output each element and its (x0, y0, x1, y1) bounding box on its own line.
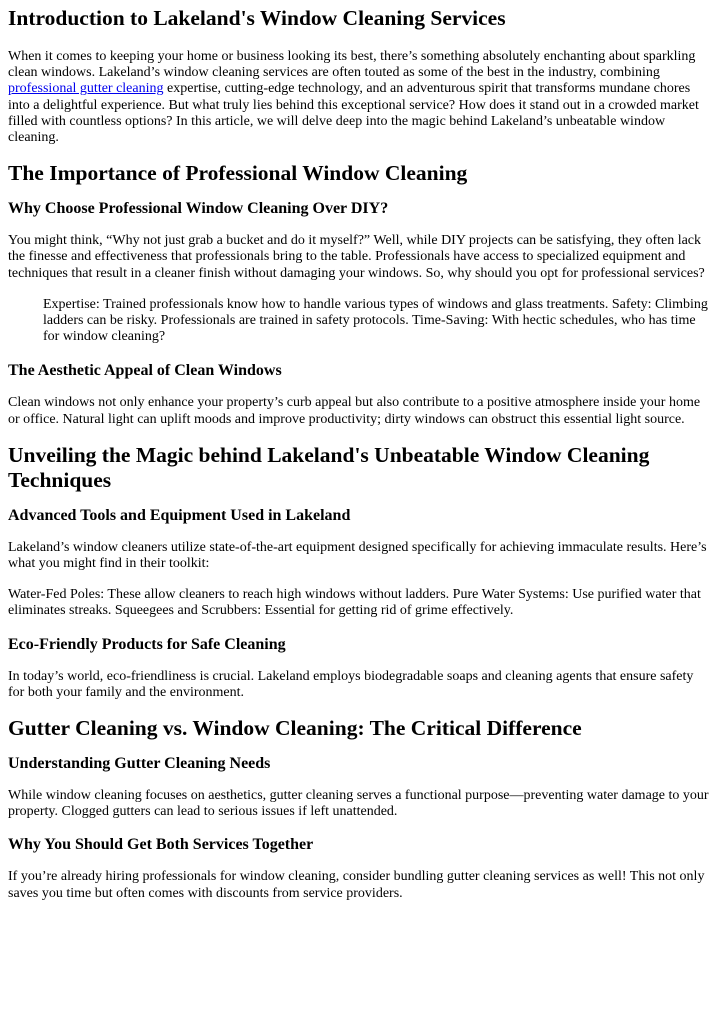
importance-heading: The Importance of Professional Window Cleaning (8, 161, 468, 186)
aesthetic-heading: The Aesthetic Appeal of Clean Windows (8, 362, 282, 380)
both-services-heading: Why You Should Get Both Services Together (8, 836, 314, 854)
intro-heading: Introduction to Lakeland's Window Cleaning Services (8, 6, 506, 30)
benefits-quote: Expertise: Trained professionals know how to handle various types of windows and glass treatments. Safety: Climbing ladders can be risky. Professionals are trained in safety protocols. Time-Saving: With hectic schedules, who has time for window cleaning? (43, 296, 708, 345)
gutter-needs-paragraph: While window cleaning focuses on aesthetics, gutter cleaning serves a functional purpose—preventing water damage to your property. Clogged gutters can lead to serious issues if left unattended. (8, 788, 709, 820)
gutter-cleaning-link[interactable]: professional gutter cleaning (8, 81, 164, 97)
why-choose-paragraph: You might think, “Why not just grab a bucket and do it myself?” Well, while DIY projects can be satisfying, they often lack the finesse and effectiveness that professionals bring to the table. Professionals have access to specialized equipment and techniques that result in a cleaner finish without damaging your windows. So, why should you opt for professional services? (8, 233, 705, 281)
tools-paragraph: Lakeland’s window cleaners utilize state-of-the-art equipment designed specifically for achieving immaculate results. Here’s what you might find in their toolkit: (8, 539, 707, 572)
why-choose-heading: Why Choose Professional Window Cleaning Over DIY? (8, 200, 389, 218)
gutter-needs-heading: Understanding Gutter Cleaning Needs (8, 755, 271, 773)
tools-heading: Advanced Tools and Equipment Used in Lakeland (8, 506, 351, 524)
gutter-vs-window-heading: Gutter Cleaning vs. Window Cleaning: The Critical Difference (8, 716, 582, 741)
intro-text-after-link: expertise, cutting-edge technology, and an adventurous spirit that transforms mundane chores into a delightful experience. But what truly lies behind this exceptional service? How does it stand out in a crowded market filled with countless options? In this article, we will delve deep into the magic behind Lakeland’s unbeatable window cleaning. (8, 81, 699, 146)
intro-paragraph (8, 49, 712, 146)
techniques-heading: Unveiling the Magic behind Lakeland's Unbeatable Window Cleaning Techniques (8, 442, 650, 492)
intro-text-before-link: When it comes to keeping your home or business looking its best, there’s something absolutely enchanting about sparkling clean windows. Lakeland’s window cleaning services are often touted as some of the best in the industry, combining (8, 49, 696, 81)
eco-paragraph: In today’s world, eco-friendliness is crucial. Lakeland employs biodegradable soaps and cleaning agents that ensure safety for both your family and the environment. (8, 668, 694, 700)
both-services-paragraph: If you’re already hiring professionals for window cleaning, consider bundling gutter cleaning services as well! This not only saves you time but often comes with discounts from service providers. (8, 869, 705, 901)
aesthetic-paragraph: Clean windows not only enhance your property’s curb appeal but also contribute to a positive atmosphere inside your home or office. Natural light can uplift moods and improve productivity; dirty windows can obstruct this essential light source. (8, 395, 701, 427)
tools-list-paragraph: Water-Fed Poles: These allow cleaners to reach high windows without ladders. Pure Water Systems: Use purified water that eliminates streaks. Squeegees and Scrubbers: Essential for getting rid of grime effectively. (8, 587, 701, 619)
eco-heading: Eco-Friendly Products for Safe Cleaning (8, 635, 286, 653)
